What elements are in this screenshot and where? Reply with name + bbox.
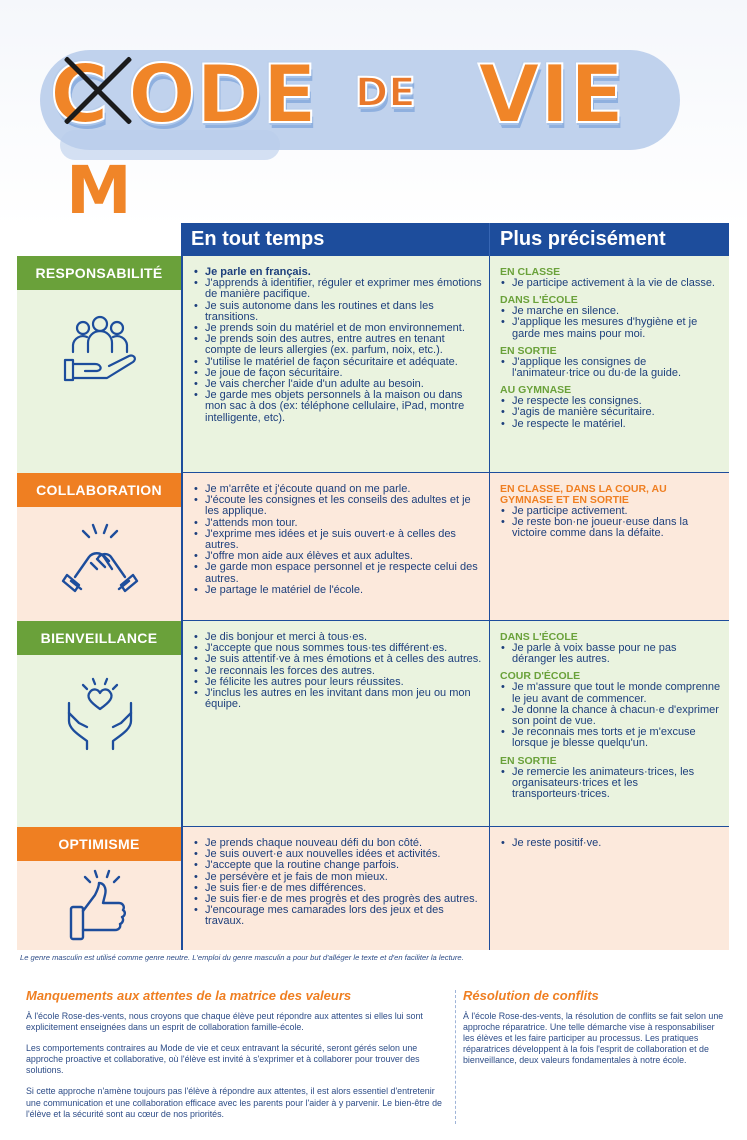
list-item: • Je suis fier·e de mes différences. xyxy=(193,883,483,894)
section-heading: EN CLASSE, DANS LA COUR, AU GYMNASE ET EN SORTIE xyxy=(500,483,667,506)
header-en-tout-temps: En tout temps xyxy=(181,223,489,256)
label-collaboration: COLLABORATION xyxy=(17,473,181,507)
handshake-icon xyxy=(55,519,145,599)
label-optimisme: OPTIMISME xyxy=(17,827,181,861)
list-item: • Je suis attentif·ve à mes émotions et à celles des autres. xyxy=(193,654,483,665)
list-item: • J'applique les consignes de l'animateur·trice ou du·de la guide. xyxy=(500,357,721,379)
list-item: • Je participe activement. xyxy=(500,506,721,517)
list-item: • Je garde mon espace personnel et je respecte celui des autres. xyxy=(193,562,483,584)
section-heading: EN SORTIE xyxy=(500,344,557,357)
thumbs-up-icon xyxy=(55,867,145,947)
list-item: • Je suis ouvert·e aux nouvelles idées et activités. xyxy=(193,849,483,860)
list-item: • Je dis bonjour et merci à tous·es. xyxy=(193,632,483,643)
section-heading: COUR D'ÉCOLE xyxy=(500,670,581,683)
list-item: • Je respecte les consignes. xyxy=(500,396,721,407)
list-item: • Je respecte le matériel. xyxy=(500,419,721,430)
list-optimisme-specific xyxy=(489,827,729,950)
list-item: • Je prends soin des autres, entre autres en tenant compte de leurs allergies (ex. parfum, noix, etc.). xyxy=(193,334,483,356)
list-item: • Je remercie les animateurs·trices, les organisateurs·trices et les transporteurs·trices. xyxy=(500,767,721,801)
list-item: • J'utilise le matériel de façon sécuritaire et adéquate. xyxy=(193,357,483,368)
section-heading: EN CLASSE xyxy=(500,266,561,278)
list-optimisme-general xyxy=(193,838,483,928)
list-item: • J'agis de manière sécuritaire. xyxy=(500,407,721,418)
team-hand-icon xyxy=(55,306,145,386)
list-item: • Je reste positif·ve. xyxy=(500,838,721,849)
section-heading: EN SORTIE xyxy=(500,754,557,767)
list-item: • Je parle en français. xyxy=(193,267,483,278)
list-item: • Je donne la chance à chacun·e d'exprimer son point de vue. xyxy=(500,705,721,727)
title-m: M xyxy=(66,152,132,229)
section-heading: DANS L'ÉCOLE xyxy=(500,631,578,643)
list-item: • Je m'assure que tout le monde comprenne le jeu avant de commencer. xyxy=(500,682,721,704)
row-responsabilite xyxy=(17,256,729,473)
list-item: • J'inclus les autres en les invitant dans mon jeu ou mon équipe. xyxy=(193,688,483,710)
title-c: C xyxy=(50,48,109,141)
caring-hands-heart-icon xyxy=(55,673,145,753)
title-ode: ODE xyxy=(128,48,318,141)
list-item: • Je marche en silence. xyxy=(500,306,721,317)
gender-note: Le genre masculin est utilisé comme genre neutre. L'emploi du genre masculin a pour but d'alléger le texte et d'en faciliter la lecture. xyxy=(20,953,464,962)
title-de: DE xyxy=(355,70,416,116)
list-item: • Je prends soin du matériel et de mon environnement. xyxy=(193,323,483,334)
list-item: • J'applique les mesures d'hygiène et je garde mes mains pour moi. xyxy=(500,317,721,339)
manquements-title: Manquements aux attentes de la matrice des valeurs xyxy=(26,988,352,1003)
list-item: • Je félicite les autres pour leurs réussites. xyxy=(193,677,483,688)
list-item: • Je reste bon·ne joueur·euse dans la victoire comme dans la défaite. xyxy=(500,517,721,539)
list-item: • Je reconnais mes torts et je m'excuse lorsque je blesse quelqu'un. xyxy=(500,727,721,749)
list-item: • Je vais chercher l'aide d'un adulte au besoin. xyxy=(193,379,483,390)
title-banner xyxy=(0,0,747,228)
list-item: • J'accepte que nous sommes tous·tes différent·es. xyxy=(193,643,483,654)
list-item: • J'exprime mes idées et je suis ouvert·e à celles des autres. xyxy=(193,529,483,551)
label-bienveillance: BIENVEILLANCE xyxy=(17,621,181,655)
list-item: • J'apprends à identifier, réguler et exprimer mes émotions de manière pacifique. xyxy=(193,278,483,300)
section-manquements xyxy=(26,988,442,1130)
list-item: • Je suis fier·e de mes progrès et des progrès des autres. xyxy=(193,894,483,905)
section-heading: AU GYMNASE xyxy=(500,384,572,397)
label-responsabilite: RESPONSABILITÉ xyxy=(17,256,181,290)
list-item: • Je parle à voix basse pour ne pas déranger les autres. xyxy=(500,643,721,665)
list-collaboration-general xyxy=(193,484,483,596)
row-optimisme xyxy=(17,827,729,950)
title-vie: VIE xyxy=(478,48,625,141)
list-item: • Je suis autonome dans les routines et dans les transitions. xyxy=(193,301,483,323)
divider xyxy=(455,990,456,1124)
list-item: • J'écoute les consignes et les conseils des adultes et je les applique. xyxy=(193,495,483,517)
list-item: • Je prends chaque nouveau défi du bon côté. xyxy=(193,838,483,849)
list-item: • Je partage le matériel de l'école. xyxy=(193,585,483,596)
list-item: • Je garde mes objets personnels à la maison ou dans mon sac à dos (ex: téléphone cellulaire, iPad, montre intelligente, etc). xyxy=(193,390,483,424)
list-item: • J'accepte que la routine change parfois. xyxy=(193,860,483,871)
list-responsabilite-general xyxy=(193,267,483,424)
list-item: • Je m'arrête et j'écoute quand on me parle. xyxy=(193,484,483,495)
resolution-p1: À l'école Rose-des-vents, la résolution de conflits se fait selon une approche réparatrice. Une telle démarche vise à responsabiliser les élèves et les faire participer au processus. Les pratiques réparatrices développent à la fois l'esprit de collaboration et de bienveillance, deux valeurs fondamentales à notre école. xyxy=(463,1011,724,1066)
manquements-p3: Si cette approche n'amène toujours pas l'élève à répondre aux attentes, il est alors essentiel d'entretenir une communication et une collaboration efficace avec les parents pour l'aider à y parvenir. Le bien-être de l'élève et la sécurité sont au cœur de nos priorités. xyxy=(26,1086,442,1119)
list-item: • Je joue de façon sécuritaire. xyxy=(193,368,483,379)
list-item: • Je persévère et je fais de mon mieux. xyxy=(193,872,483,883)
row-bienveillance xyxy=(17,621,729,827)
header-plus-precisement: Plus précisément xyxy=(489,223,729,256)
list-item: • J'attends mon tour. xyxy=(193,518,483,529)
list-responsabilite-specific xyxy=(489,256,729,473)
list-bienveillance-general xyxy=(193,632,483,710)
list-bienveillance-specific xyxy=(489,621,729,827)
section-heading: DANS L'ÉCOLE xyxy=(500,294,578,307)
manquements-p2: Les comportements contraires au Mode de vie et ceux entravant la sécurité, seront gérés selon une approche proactive et collaborative, où l'élève est invité à s'exprimer et à collaborer pour trouver des solutions. xyxy=(26,1043,420,1076)
list-collaboration-specific xyxy=(489,473,729,621)
resolution-title: Résolution de conflits xyxy=(463,988,599,1003)
list-item: • J'offre mon aide aux élèves et aux adultes. xyxy=(193,551,483,562)
values-matrix xyxy=(17,223,729,950)
section-resolution xyxy=(463,988,728,1076)
list-item: • Je participe activement à la vie de classe. xyxy=(500,278,721,289)
manquements-p1: À l'école Rose-des-vents, nous croyons que chaque élève peut répondre aux attentes si elles lui sont explicitement enseignées dans un esprit de collaboration famille-école. xyxy=(26,1011,423,1033)
list-item: • Je reconnais les forces des autres. xyxy=(193,666,483,677)
list-item: • J'encourage mes camarades lors des jeux et des travaux. xyxy=(193,905,483,927)
row-collaboration xyxy=(17,473,729,621)
